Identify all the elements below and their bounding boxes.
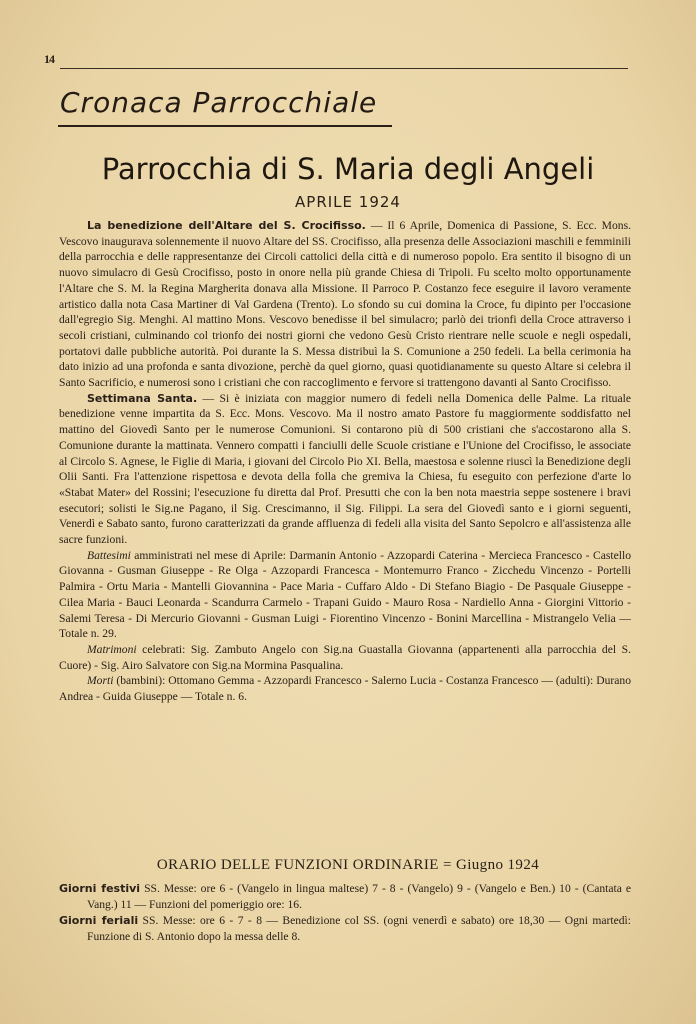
paragraph-heading: La benedizione dell'Altare del S. Crocifisso. xyxy=(87,219,366,232)
paragraph-heading: Morti xyxy=(87,674,114,688)
top-rule xyxy=(60,68,628,69)
section-underline xyxy=(58,125,392,127)
paragraph-heading: Battesimi xyxy=(87,548,131,562)
paragraph-altare xyxy=(59,218,631,391)
page-subtitle: APRILE 1924 xyxy=(295,193,401,211)
paragraph-battesimi xyxy=(59,548,631,642)
schedule xyxy=(59,881,631,946)
section-title: Cronaca Parrocchiale xyxy=(60,86,378,119)
paragraph-text: — Si è iniziata con maggior numero di fedeli nella Domenica delle Palme. La rituale benedizione venne impartita da S. Ecc. Mons. Vescovo. Ma il nostro amato Pastore fu maggiormente soddisfatto nel mattino del Giovedì Santo per le numerose Comunioni. Si contarono più di 500 cristiani che s'accostarono alla S. Comunione durante la mattinata. Vennero compatti i fanciulli delle Scuole cristiane e l'Unione del Crocifisso, le associate al Circolo S. Agnese, le Figlie di Maria, i giovani del Circolo Pio XI. Bella, maestosa e solenne riuscì la Benedizione degli Olii Santi. Fra l'attenzione rispettosa e devota della folla che gremiva la Chiesa, fu eseguito con perfezione d'arte lo «Stabat Mater» del Rossini; l'esecuzione fu diretta dal Prof. Presutti che con la ben nota maestria seppe sostenere i bravi esecutori; solisti le Sig.ne Pagano, il Sig. Crescimanno, il Sig. Filippi. La sera del Giovedì santo e i giorni seguenti, Venerdì e Sabato santo, furono caratterizzati da grande affluenza di fedeli alla visita del Santo Sepolcro e all'assistenza alle sacre funzioni. xyxy=(59,391,631,547)
article-body xyxy=(59,218,631,705)
paragraph-text: (bambini): Ottomano Gemma - Azzopardi Francesco - Salerno Lucia - Costanza Francesco — (adulti): Durano Andrea - Guida Giuseppe — Totale n. 6. xyxy=(59,674,631,704)
schedule-festivi xyxy=(59,881,631,912)
paragraph-text: — Il 6 Aprile, Domenica di Passione, S. Ecc. Mons. Vescovo inaugurava solennemente il nuovo Altare del SS. Crocifisso, alla presenza delle Associazioni maschili e femminili della parrocchia e delle rappresentanze dei Circoli cattolici della città e di numeroso popolo. Era sentito il bisogno di un nuovo simulacro di Gesù Crocifisso, posto in onore nella più grande Chiesa di Tripoli. Fu scelto molto opportunamente l'Altare che S. M. la Regina Margherita donava alla Missione. Il Parroco P. Costanzo fece eseguire il lavoro veramente artistico dalla nota Casa Martiner di Val Gardena (Trento). Lo sfondo su cui domina la Croce, fu dipinto per l'occasione dall'egregio Sig. Menghi. Al mattino Mons. Vescovo benedisse il bel simulacro; parlò dei trionfi della Croce attraverso i secoli cristiani, culminando col trionfo dei nostri giorni che vedono Gesù Cristo rientrare nelle scuole e negli ospedali, portatovi dalle pubbliche autorità. Poi durante la S. Messa distribuì la S. Comunione a 250 fedeli. La bella cerimonia ha dato inizio ad una profonda e santa divozione, perchè da quel giorno, quasi quotidianamente su questo Altare si celebra il Santo Sacrificio, e numerosi sono i cristiani che con raccoglimento e fervore si trattengono davanti al Santo Crocifisso. xyxy=(59,219,631,390)
page-number: 14 xyxy=(44,52,54,66)
paragraph-text: celebrati: Sig. Zambuto Angelo con Sig.na Guastalla Giovanna (appartenenti alla parrocchia del S. Cuore) - Sig. Airo Salvatore con Sig.na Mormina Pasqualina. xyxy=(59,642,631,672)
paragraph-morti xyxy=(59,673,631,704)
paragraph-heading: Settimana Santa. xyxy=(87,391,198,405)
schedule-text: SS. Messe: ore 6 - (Vangelo in lingua maltese) 7 - 8 - (Vangelo) 9 - (Vangelo e Ben.) 10 - (Cantata e Vang.) 11 — Funzioni del pomeriggio ore: 16. xyxy=(87,882,632,911)
schedule-label: Giorni feriali xyxy=(59,914,139,928)
page-title: Parrocchia di S. Maria degli Angeli xyxy=(101,152,595,186)
schedule-text: SS. Messe: ore 6 - 7 - 8 — Benedizione col SS. (ogni venerdì e sabato) ore 18,30 — Ogni martedì: Funzione di S. Antonio dopo la messa delle 8. xyxy=(87,914,631,944)
paragraph-settimana-santa xyxy=(59,391,631,548)
schedule-title: ORARIO DELLE FUNZIONI ORDINARIE = Giugno 1924 xyxy=(156,857,540,873)
schedule-feriali xyxy=(59,913,631,944)
schedule-label: Giorni festivi xyxy=(59,882,141,895)
paragraph-matrimoni xyxy=(59,642,631,673)
paragraph-text: amministrati nel mese di Aprile: Darmanin Antonio - Azzopardi Caterina - Mercieca Francesco - Castello Giovanna - Gusman Giuseppe - Re Olga - Azzopardi Francesca - Montemurro Franco - Zicchedu Vincenzo - Portelli Palmira - Ortu Maria - Mantelli Giovannina - Pace Maria - Cuffaro Aldo - Di Stefano Biagio - De Pasquale Giuseppe - Cilea Maria - Bauci Leonarda - Scandurra Carmelo - Trapani Guido - Mauro Rosa - Nardiello Anna - Giorgini Vittorio - Salemi Teresa - Di Mercurio Giovanni - Gusman Luigi - Fiorentino Vincenzo - Bonini Marcellina - Mistrangelo Velia — Totale n. 29. xyxy=(59,548,631,641)
paragraph-heading: Matrimoni xyxy=(87,642,137,656)
